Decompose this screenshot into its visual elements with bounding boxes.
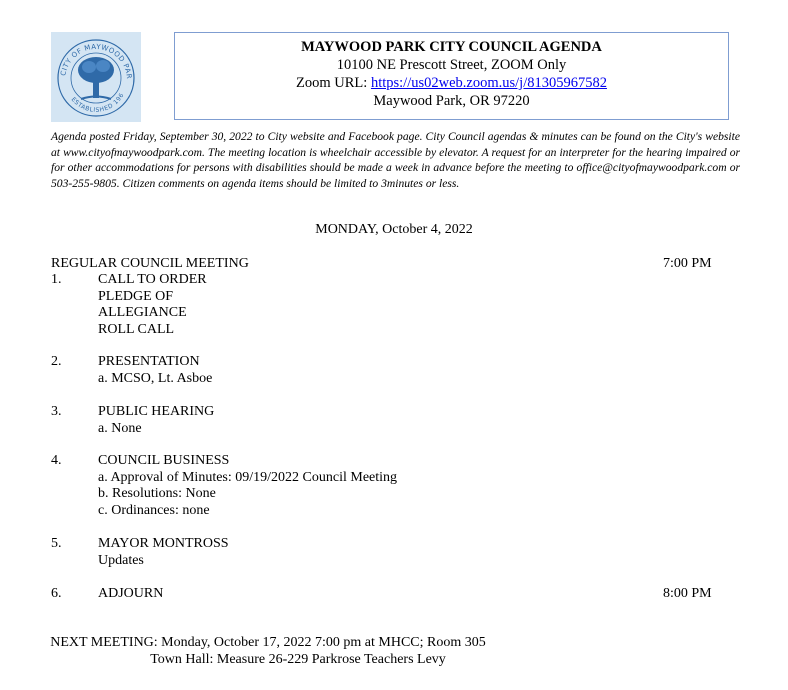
zoom-link[interactable]: https://us02web.zoom.us/j/81305967582 <box>370 75 607 91</box>
item-detail: c. Ordinances: none <box>98 503 210 518</box>
item-detail: Updates <box>98 553 144 568</box>
item-detail: ROLL CALL <box>98 322 175 337</box>
meeting-date: MONDAY, October 4, 2022 <box>315 222 473 237</box>
item-title: CALL TO ORDER <box>98 272 207 287</box>
item-title: COUNCIL BUSINESS <box>98 453 230 468</box>
start-time: 7:00 PM <box>663 256 712 271</box>
zoom-line <box>175 74 728 92</box>
item-number: 2. <box>51 354 62 369</box>
item-title: MAYOR MONTROSS <box>98 536 229 551</box>
item-number: 5. <box>51 536 62 551</box>
agenda-title: MAYWOOD PARK CITY COUNCIL AGENDA <box>301 39 602 55</box>
item-detail: a. Approval of Minutes: 09/19/2022 Council Meeting <box>98 470 398 485</box>
town-hall-line: Town Hall: Measure 26-229 Parkrose Teachers Levy <box>150 652 446 667</box>
zoom-label: Zoom URL: <box>296 75 371 91</box>
item-title: PRESENTATION <box>98 354 200 369</box>
item-number: 1. <box>51 272 62 287</box>
city-state: Maywood Park, OR 97220 <box>373 93 530 109</box>
meeting-address: 10100 NE Prescott Street, ZOOM Only <box>336 57 567 73</box>
meeting-type: REGULAR COUNCIL MEETING <box>51 256 249 271</box>
item-title: PUBLIC HEARING <box>98 404 215 419</box>
seal-text-top: CITY OF MAYWOOD PAR <box>59 42 134 80</box>
next-meeting-footer <box>0 634 536 668</box>
item-detail: ALLEGIANCE <box>98 305 187 320</box>
item-detail: a. MCSO, Lt. Asboe <box>98 371 213 386</box>
item-title: ADJOURN <box>98 586 164 601</box>
next-meeting-line: NEXT MEETING: Monday, October 17, 2022 7:00 pm at MHCC; Room 305 <box>50 635 486 650</box>
item-number: 6. <box>51 586 62 601</box>
end-time: 8:00 PM <box>663 586 712 601</box>
seal-text-bottom: ESTABLISHED 196 <box>69 91 126 114</box>
item-detail: PLEDGE OF <box>98 289 174 304</box>
item-detail: b. Resolutions: None <box>98 486 216 501</box>
item-number: 3. <box>51 404 62 419</box>
city-seal-logo <box>51 32 141 122</box>
agenda-header-box <box>174 32 729 120</box>
item-number: 4. <box>51 453 62 468</box>
agenda-notice: Agenda posted Friday, September 30, 2022 to City website and Facebook page. City Council agendas & minutes can be found on the City's website at www.cityofmaywoodpark.com. The meeting location is wheelchair accessible by elevator. A request for an interpreter for the hearing impaired or for other accommodations for persons with disabilities should be made a week in advance before the meeting to office@cityofmaywoodpark.com or 503-255-9805. Citizen comments on agenda items should be limited to 3minutes or less. <box>51 130 740 190</box>
item-detail: a. None <box>98 421 142 436</box>
